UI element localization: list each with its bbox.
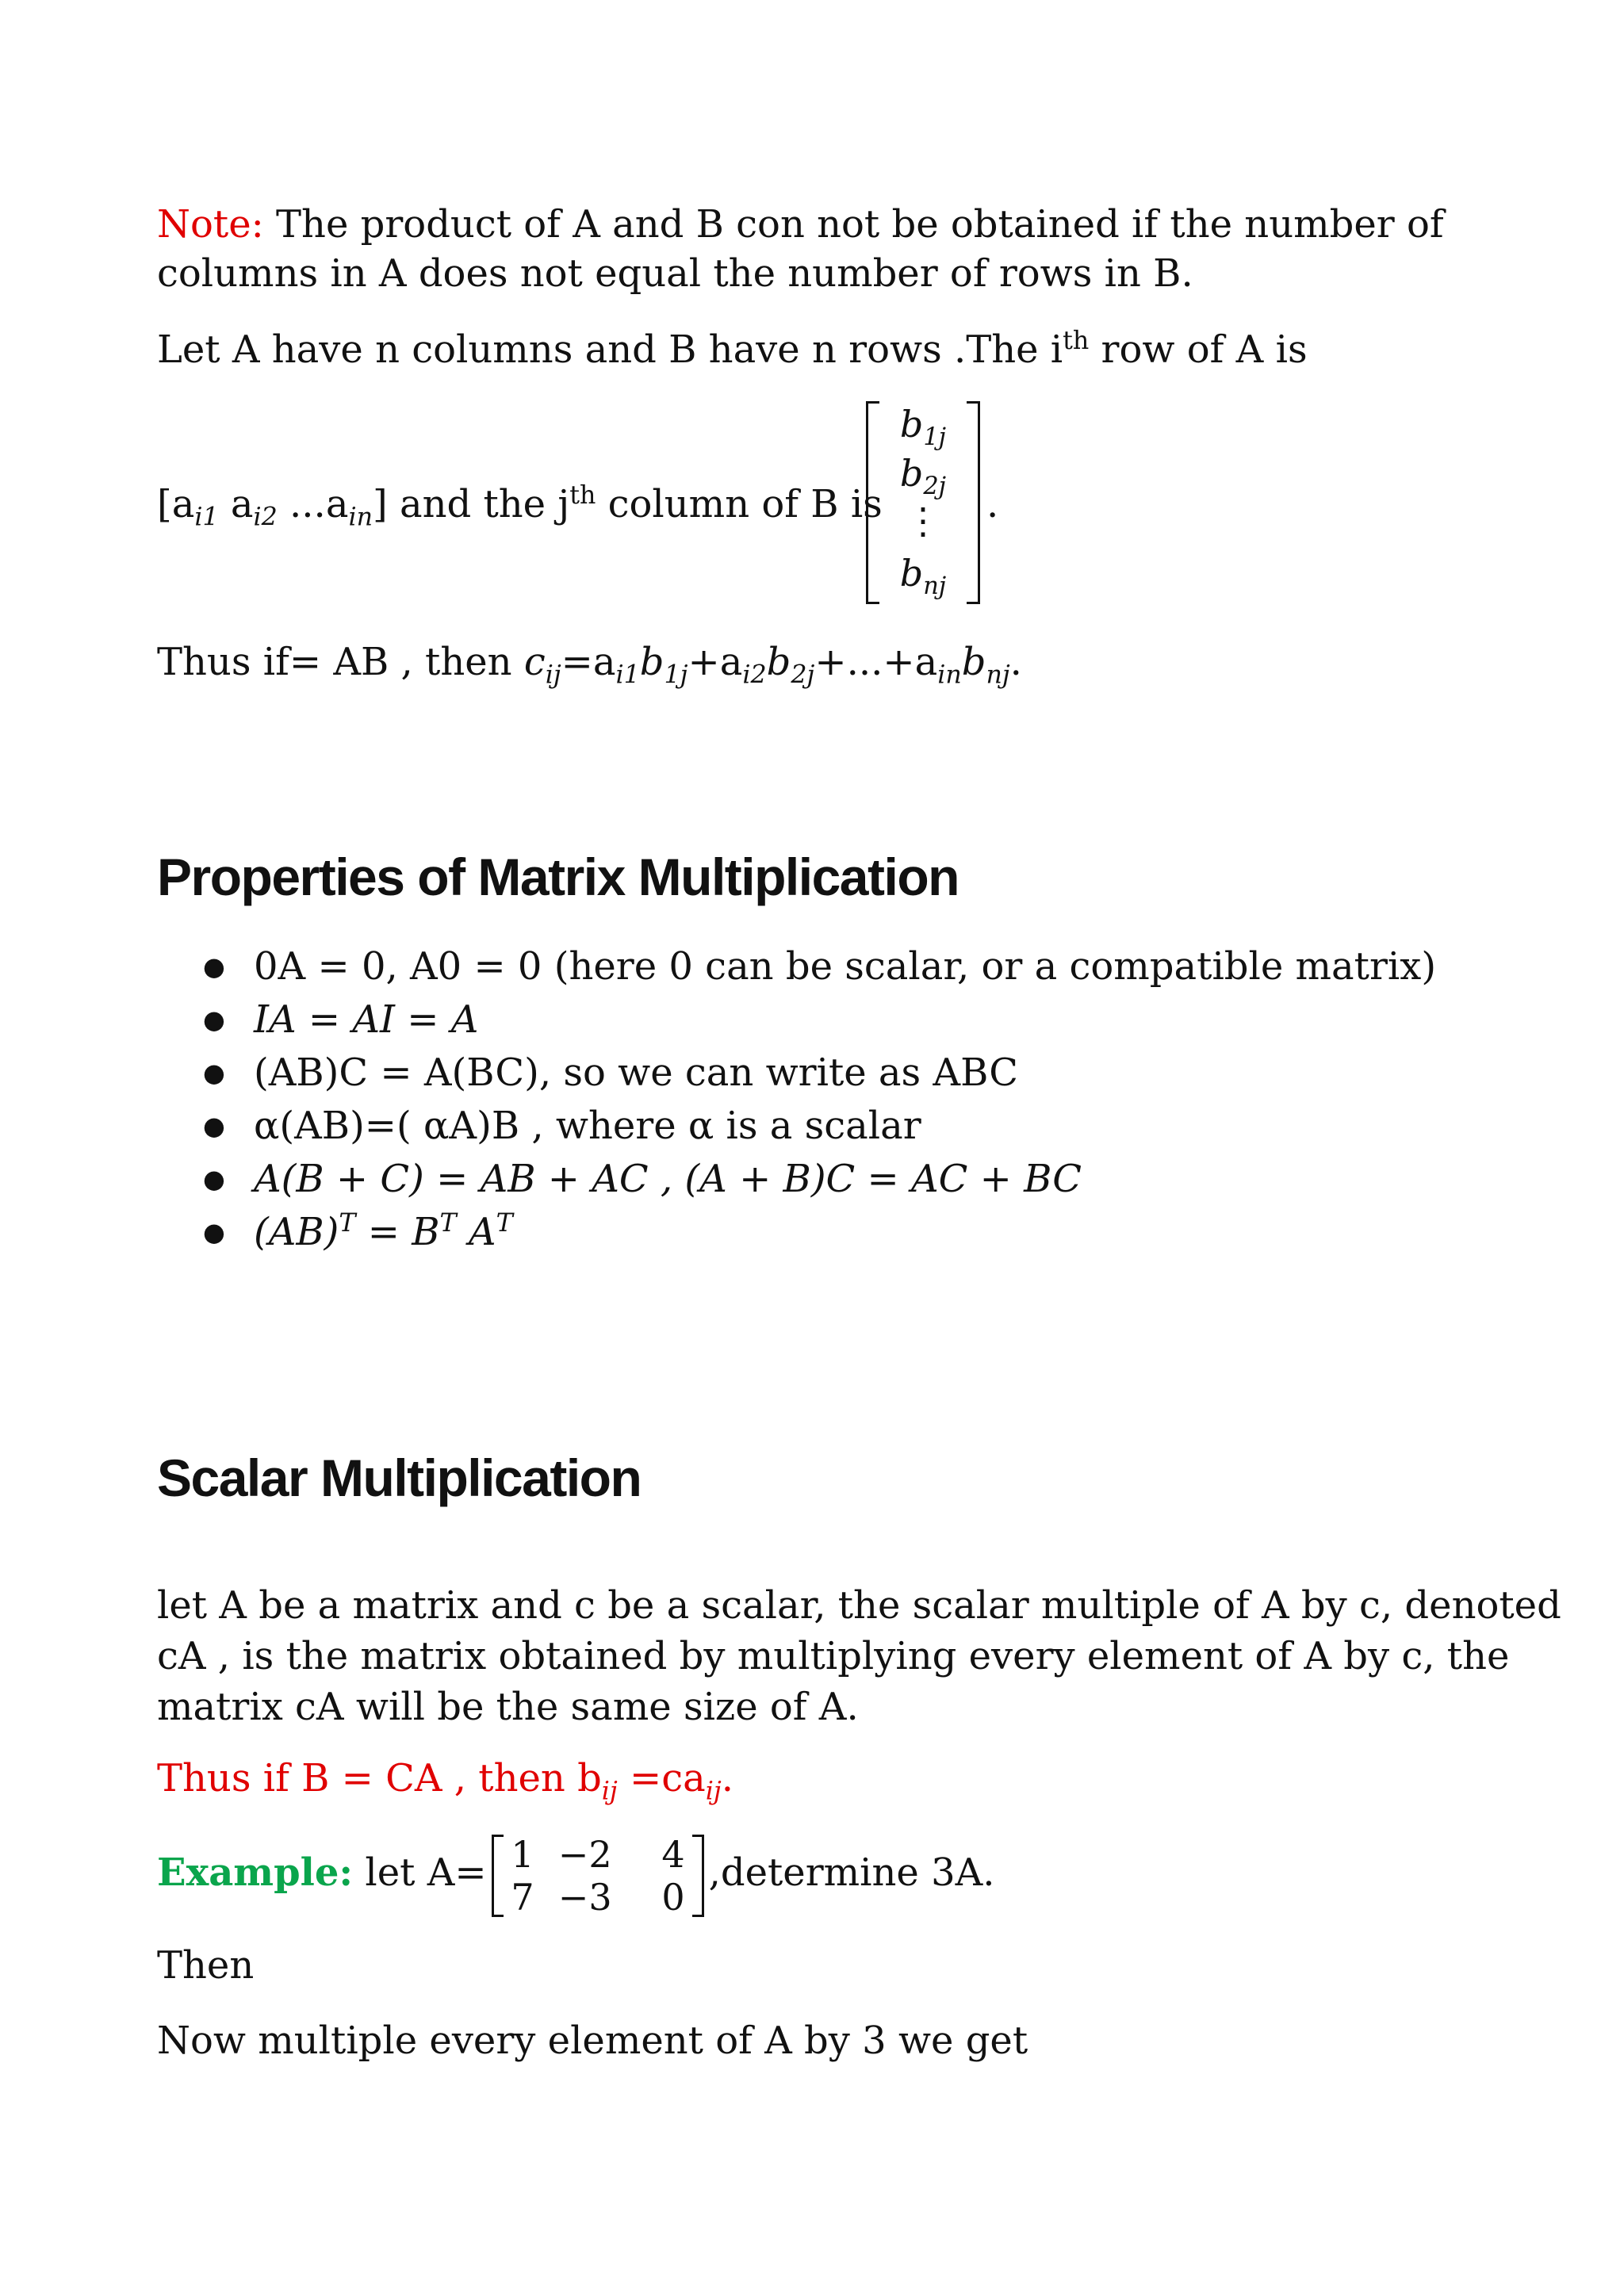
- column-vector-right-bracket: [967, 401, 980, 604]
- thus-b2-sub: 2j: [791, 660, 815, 690]
- note-line-2: [157, 249, 1193, 298]
- matrix-cell: −3: [557, 1875, 612, 1919]
- property-item: ● $(AB)^T = B^T$ $A^T$: [203, 1206, 1436, 1259]
- thus-line: [157, 637, 1022, 690]
- thus2-sub-1: ij: [601, 1777, 618, 1806]
- thus2-pre: Thus if B = CA , then b: [157, 1756, 602, 1800]
- row-vector-line: [157, 480, 883, 532]
- thus-b1-sub: 1j: [664, 660, 688, 690]
- column-vector-bn: $b_{nj}$: [899, 552, 947, 601]
- row-open: [a: [157, 482, 195, 526]
- row-close: ]: [372, 482, 388, 526]
- row-sub-3: in: [348, 503, 373, 532]
- row-sub-1: i1: [194, 503, 219, 532]
- example-label: Example:: [157, 1850, 354, 1895]
- matrix-cell: 4: [661, 1832, 685, 1876]
- matrix-cell: 7: [511, 1875, 534, 1919]
- thus2-mid: =ca: [617, 1756, 706, 1800]
- property-item: ● IA = AI = A: [203, 993, 1436, 1047]
- column-vector-b1: $b_{1j}$: [899, 403, 947, 452]
- matrix-cell: 1: [511, 1832, 534, 1876]
- let-sup: th: [1063, 327, 1090, 355]
- row-sub-2: i2: [253, 503, 278, 532]
- heading-scalar: Scalar Multiplication: [157, 1448, 642, 1507]
- row-period: .: [986, 482, 999, 526]
- note-text-2: columns in A does not equal the number of rows in B.: [157, 251, 1193, 296]
- thus-b1: b: [639, 640, 665, 684]
- let-text: Let A have n columns and B have n rows .The i: [157, 327, 1063, 372]
- column-vector-dots: ⋮: [905, 499, 941, 542]
- thus-a1-sub: i1: [615, 660, 640, 690]
- note-label: Note:: [157, 202, 264, 247]
- matrix-cell: −2: [557, 1832, 612, 1876]
- column-vector: [866, 396, 980, 609]
- note-text-1: The product of A and B con not be obtained if the number of: [276, 202, 1444, 247]
- example-pre: let A=: [353, 1850, 487, 1895]
- scalar-para-1: let A be a matrix and c be a scalar, the scalar multiple of A by c, denoted: [157, 1583, 1561, 1628]
- thus-p2: +...+a: [814, 640, 938, 684]
- thus-bn-sub: nj: [986, 660, 1010, 690]
- now-line: Now multiple every element of A by 3 we get: [157, 2019, 1028, 2063]
- column-vector-b2: $b_{2j}$: [899, 452, 947, 501]
- property-item: ● 0A = 0, A0 = 0 (here 0 can be scalar, or a compatible matrix): [203, 940, 1436, 993]
- thus2-sub-2: ij: [705, 1777, 722, 1806]
- property-item: ● (AB)C = A(BC), so we can write as ABC: [203, 1047, 1436, 1100]
- thus-c: c: [523, 640, 546, 684]
- thus-bn: b: [961, 640, 986, 684]
- thus2-end: .: [721, 1756, 733, 1800]
- example-post: ,determine 3A.: [708, 1850, 995, 1895]
- property-item: ● α(AB)=( αA)B , where α is a scalar: [203, 1100, 1436, 1153]
- column-vector-left-bracket: [866, 401, 879, 604]
- row-sup: th: [569, 481, 596, 510]
- row-dots: ...a: [277, 482, 349, 526]
- thus-end: .: [1009, 640, 1022, 684]
- scalar-para-3: matrix cA will be the same size of A.: [157, 1685, 859, 1729]
- example-matrix: [492, 1831, 704, 1920]
- property-item: ● A(B + C) = AB + AC , (A + B)C = AC + BC: [203, 1153, 1436, 1206]
- thus-eq: =a: [561, 640, 616, 684]
- note-line-1: [157, 200, 1444, 249]
- then-line: Then: [157, 1943, 255, 1988]
- thus-b2: b: [766, 640, 791, 684]
- let-tail: row of A is: [1089, 327, 1308, 372]
- heading-properties: Properties of Matrix Multiplication: [157, 848, 959, 906]
- example-matrix-right-bracket: [692, 1835, 704, 1917]
- properties-list: [203, 940, 1436, 1259]
- thus2-line: [157, 1754, 733, 1806]
- thus-c-sub: ij: [545, 660, 561, 690]
- let-line: [157, 325, 1308, 374]
- thus-p1: +a: [688, 640, 743, 684]
- scalar-para-2: cA , is the matrix obtained by multiplying every element of A by c, the: [157, 1634, 1510, 1678]
- row-tail: column of B is: [596, 482, 883, 526]
- row-a2: a: [218, 482, 254, 526]
- thus-a2-sub: i2: [742, 660, 767, 690]
- thus-pre: Thus if= AB , then: [157, 640, 524, 684]
- thus-an-sub: in: [937, 660, 962, 690]
- example-line: [157, 1828, 995, 1920]
- row-mid: and the j: [387, 482, 570, 526]
- matrix-cell: 0: [661, 1875, 685, 1919]
